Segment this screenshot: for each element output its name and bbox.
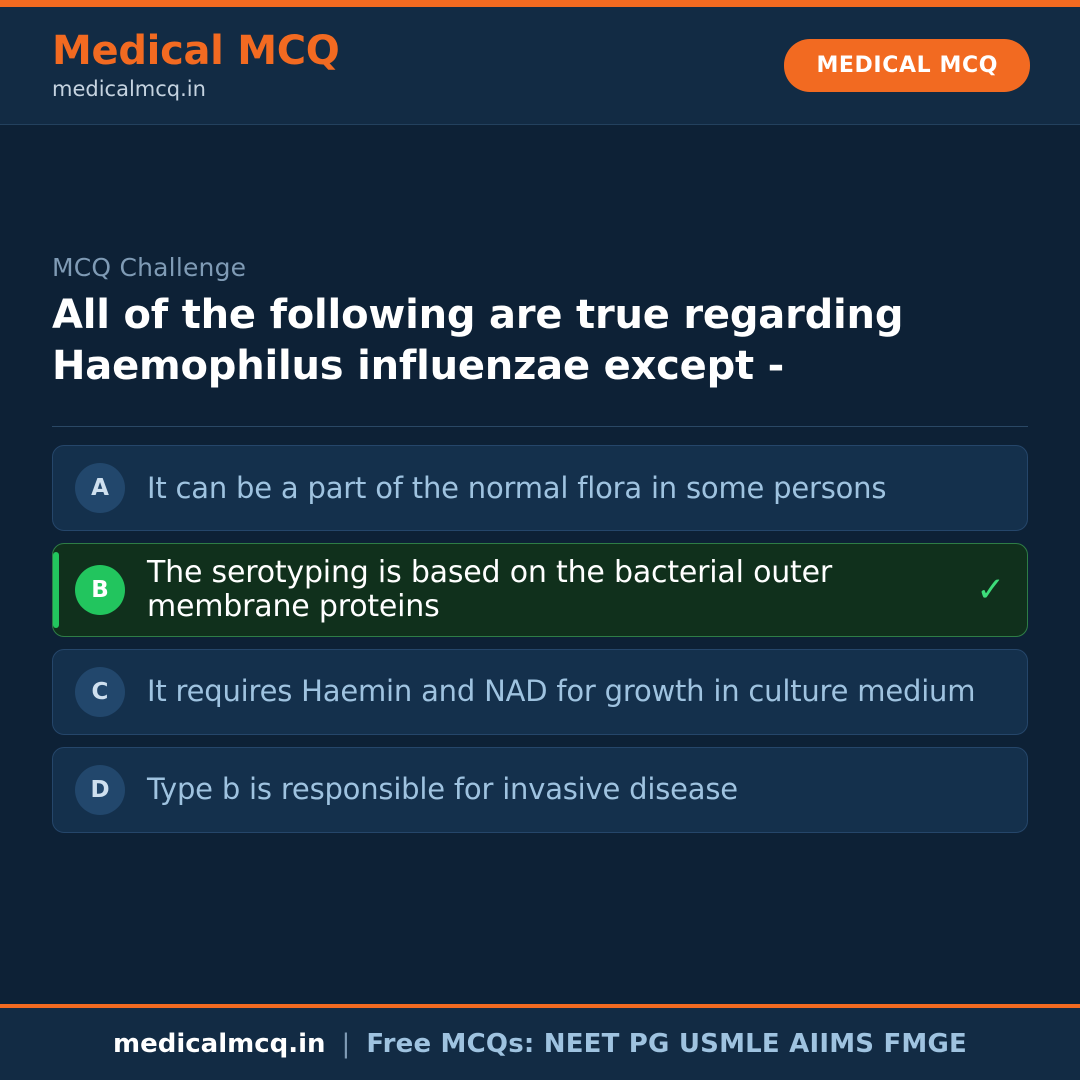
header-badge: MEDICAL MCQ — [784, 39, 1030, 92]
kicker-label: MCQ Challenge — [52, 253, 247, 282]
option-d-text: Type b is responsible for invasive disease — [147, 772, 738, 807]
brand-block — [52, 27, 340, 101]
option-c[interactable] — [52, 649, 1028, 735]
divider — [52, 426, 1028, 427]
footer-site: medicalmcq.in — [113, 1029, 326, 1059]
option-b-text: The serotyping is based on the bacterial outer membrane proteins — [147, 555, 832, 624]
option-a-letter: A — [75, 463, 125, 513]
check-icon: ✓ — [976, 569, 1005, 610]
options-list — [52, 445, 1028, 832]
option-b[interactable] — [52, 543, 1028, 636]
option-a[interactable] — [52, 445, 1028, 531]
option-a-text: It can be a part of the normal flora in some persons — [147, 471, 887, 506]
footer — [0, 1008, 1080, 1080]
main-content — [0, 125, 1080, 1004]
option-b-letter: B — [75, 565, 125, 615]
question-text: All of the following are true regarding Haemophilus influenzae except - — [52, 292, 904, 390]
footer-separator: | — [341, 1029, 351, 1059]
option-d[interactable] — [52, 747, 1028, 833]
option-c-letter: C — [75, 667, 125, 717]
option-c-text: It requires Haemin and NAD for growth in culture medium — [147, 674, 976, 709]
brand-title: Medical MCQ — [52, 27, 340, 74]
brand-subtitle: medicalmcq.in — [52, 76, 206, 101]
footer-tags: Free MCQs: NEET PG USMLE AIIMS FMGE — [366, 1029, 967, 1059]
header — [0, 7, 1080, 125]
top-accent-rule — [0, 0, 1080, 7]
option-d-letter: D — [75, 765, 125, 815]
main-spacer — [52, 833, 1028, 1004]
